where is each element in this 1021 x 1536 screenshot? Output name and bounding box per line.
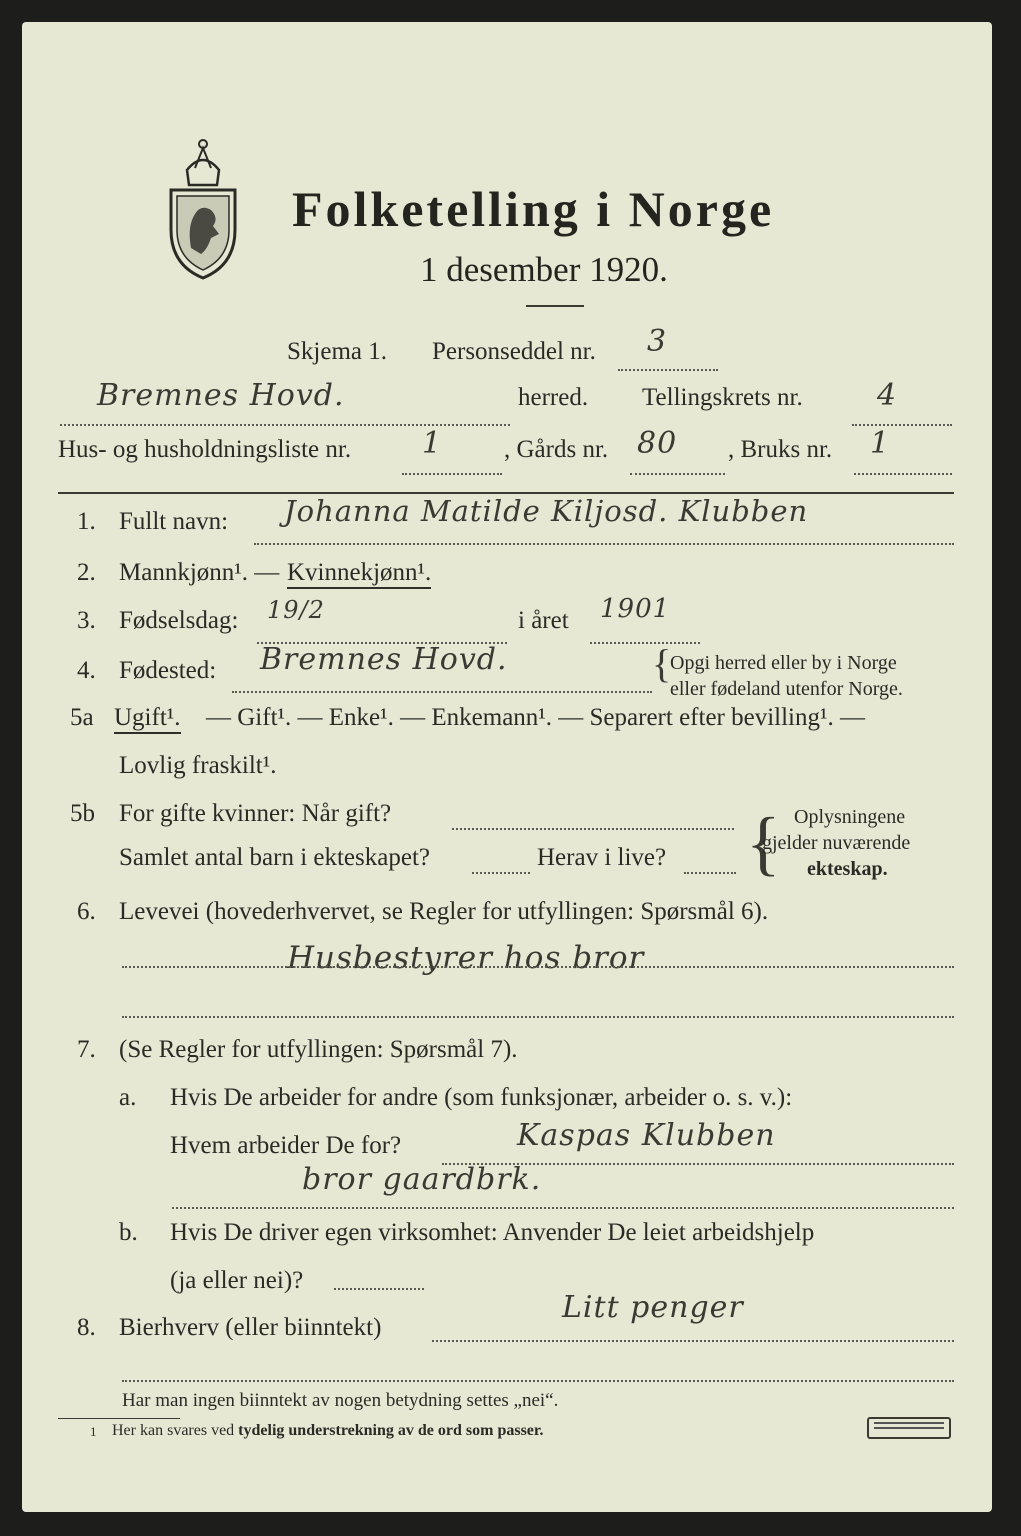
q1-label: Fullt navn: xyxy=(119,508,229,535)
q3-year-label: i året xyxy=(518,607,569,634)
q4-brace: { xyxy=(652,641,672,686)
printer-stamp xyxy=(867,1417,951,1439)
q7a-letter: a. xyxy=(119,1084,137,1111)
title-divider xyxy=(526,305,584,307)
q8-value: Litt penger xyxy=(562,1290,744,1325)
q4-line xyxy=(232,691,652,693)
q8-number: 8. xyxy=(77,1314,96,1341)
q6-value: Husbestyrer hos bror xyxy=(287,940,645,976)
q5b-married-line xyxy=(452,828,734,830)
tellingskrets-label: Tellingskrets nr. xyxy=(642,384,803,411)
q5b-note-line3: ekteskap. xyxy=(807,858,888,880)
q5a-options: — Gift¹. — Enke¹. — Enkemann¹. — Separert efter bevilling¹. — xyxy=(206,704,865,731)
q7-number: 7. xyxy=(77,1036,96,1063)
footnote-bold: tydelig understrekning av de ord som passer. xyxy=(238,1422,544,1439)
q5b-label3: Herav i live? xyxy=(537,844,667,871)
q7a-employer-value: Kaspas Klubben xyxy=(517,1118,776,1153)
q3-year-line xyxy=(590,642,700,644)
q5b-label1: For gifte kvinner: Når gift? xyxy=(119,800,392,827)
q7b-label: Hvis De driver egen virksomhet: Anvender De leiet arbeidshjelp xyxy=(170,1219,815,1246)
tellingskrets-value: 4 xyxy=(877,378,898,413)
q2-number: 2. xyxy=(77,559,96,586)
q3-number: 3. xyxy=(77,607,96,634)
personseddel-label: Personseddel nr. xyxy=(432,338,596,365)
census-form xyxy=(22,22,992,1512)
q7a-relation-value: bror gaardbrk. xyxy=(302,1162,542,1197)
q5b-brace: { xyxy=(746,803,781,883)
footnote-divider xyxy=(58,1418,180,1419)
q1-line xyxy=(254,543,954,545)
q2-mann-label: Mannkjønn¹. — xyxy=(119,559,280,586)
gards-line xyxy=(630,473,725,475)
q7b-label2: (ja eller nei)? xyxy=(170,1267,304,1294)
footnote-text xyxy=(112,1422,544,1440)
q6-label: Levevei (hovederhvervet, se Regler for utfyllingen: Spørsmål 6). xyxy=(119,898,769,925)
q4-label: Fødested: xyxy=(119,657,217,684)
q1-number: 1. xyxy=(77,508,96,535)
q4-number: 4. xyxy=(77,657,96,684)
personseddel-line xyxy=(618,369,718,371)
gards-label: , Gårds nr. xyxy=(504,436,609,463)
bruks-line xyxy=(854,473,952,475)
q4-note-line1: Opgi herred eller by i Norge xyxy=(670,652,897,674)
form-title: Folketelling i Norge xyxy=(292,181,775,237)
form-date: 1 desember 1920. xyxy=(420,250,668,289)
q3-label: Fødselsdag: xyxy=(119,607,239,634)
q4-note-line2: eller fødeland utenfor Norge. xyxy=(670,678,903,700)
gards-value: 80 xyxy=(637,426,678,461)
coat-of-arms-icon xyxy=(167,130,239,280)
bruks-label: , Bruks nr. xyxy=(728,436,833,463)
q8-line2 xyxy=(122,1380,954,1382)
q5b-note-line2: gjelder nuværende xyxy=(762,832,911,854)
bruks-value: 1 xyxy=(870,426,891,461)
q3-year-value: 1901 xyxy=(600,594,671,624)
herred-label: herred. xyxy=(518,384,589,411)
herred-value: Bremnes Hovd. xyxy=(97,378,345,413)
tellingskrets-line xyxy=(852,424,952,426)
q7-label: (Se Regler for utfyllingen: Spørsmål 7). xyxy=(119,1036,518,1063)
hus-line xyxy=(402,473,502,475)
q5b-number: 5b xyxy=(70,800,95,827)
skjema-label: Skjema 1. xyxy=(287,338,387,365)
q8-label: Bierhverv (eller biinntekt) xyxy=(119,1314,382,1341)
q5a-ugift: Ugift¹. xyxy=(114,704,181,734)
footnote-number: 1 xyxy=(90,1424,97,1439)
q3-day-value: 19/2 xyxy=(267,596,325,624)
q5b-alive-line xyxy=(684,872,736,874)
hus-label: Hus- og husholdningsliste nr. xyxy=(58,436,352,463)
footnote-lead: Her kan svares ved xyxy=(112,1422,235,1439)
q5b-children-line xyxy=(472,872,530,874)
q7a-line2 xyxy=(172,1207,954,1209)
footer-note: Har man ingen biinntekt av nogen betydning settes „nei“. xyxy=(122,1390,559,1411)
q5a-number: 5a xyxy=(70,704,94,731)
q6-line1 xyxy=(122,966,954,968)
q1-value: Johanna Matilde Kiljosd. Klubben xyxy=(284,494,809,528)
q6-number: 6. xyxy=(77,898,96,925)
personseddel-value: 3 xyxy=(647,324,668,359)
q7b-line xyxy=(334,1288,424,1290)
q7a-who-label: Hvem arbeider De for? xyxy=(170,1132,402,1159)
q2-kvinne-label: Kvinnekjønn¹. xyxy=(287,559,431,589)
q4-value: Bremnes Hovd. xyxy=(260,642,508,677)
q7a-label: Hvis De arbeider for andre (som funksjonær, arbeider o. s. v.): xyxy=(170,1084,793,1111)
q7b-letter: b. xyxy=(119,1219,138,1246)
herred-line xyxy=(60,424,510,426)
hus-value: 1 xyxy=(422,426,443,461)
q5b-note-line1: Oplysningene xyxy=(794,806,906,828)
q8-line1 xyxy=(432,1340,954,1342)
q5b-label2: Samlet antal barn i ekteskapet? xyxy=(119,844,430,871)
q5a-line2: Lovlig fraskilt¹. xyxy=(119,752,277,779)
q6-line2 xyxy=(122,1016,954,1018)
